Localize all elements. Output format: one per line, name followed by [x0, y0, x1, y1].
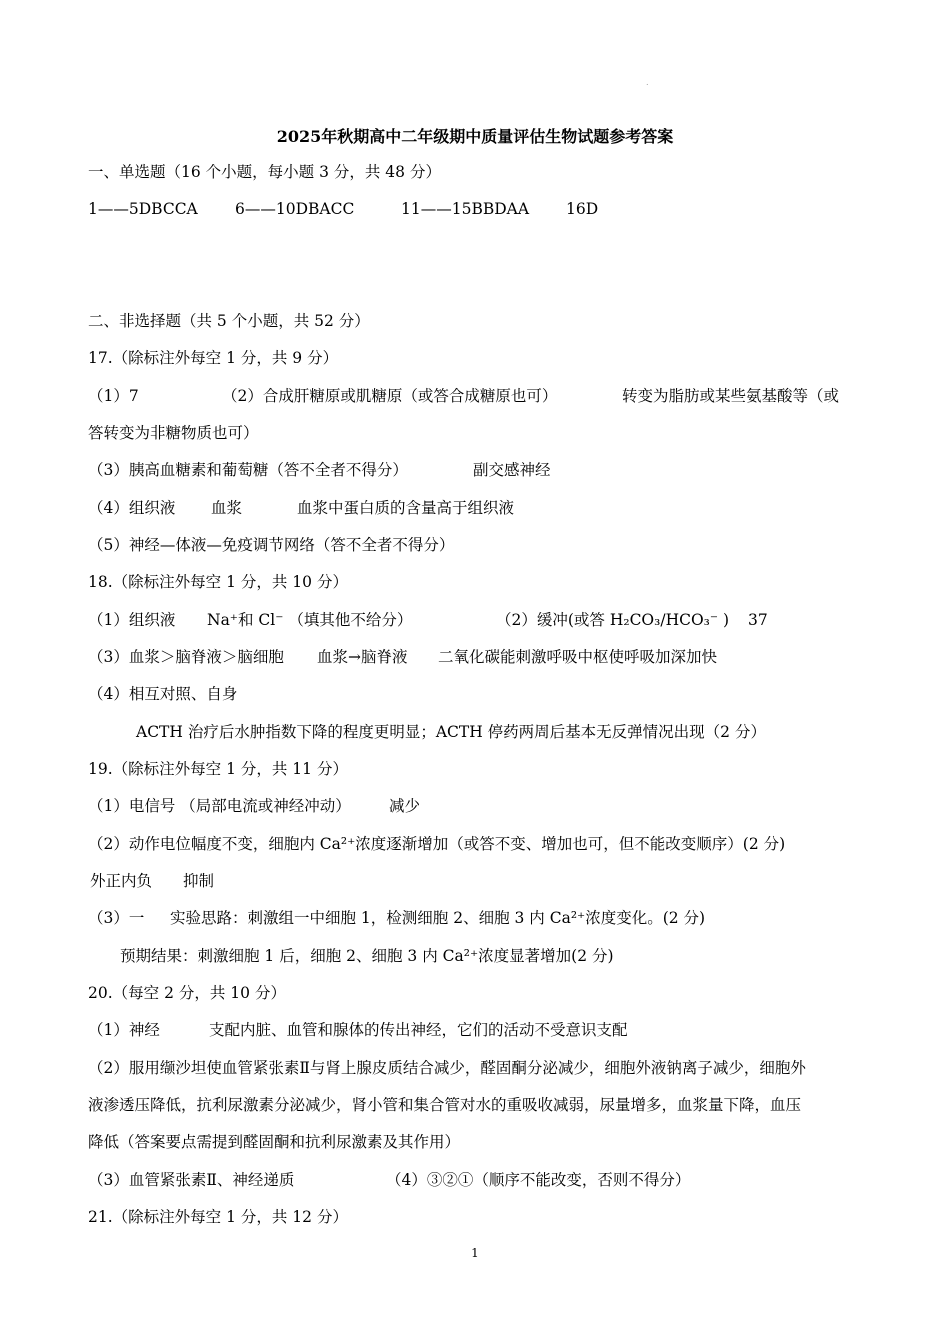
q21-header: 21.（除标注外每空 1 分，共 12 分）: [88, 1208, 348, 1226]
q19-header: 19.（除标注外每空 1 分，共 11 分）: [88, 760, 348, 778]
q19-answer-1: （1）电信号 （局部电流或神经冲动）: [88, 797, 351, 815]
answer-group-2: 6——10DBACC: [235, 200, 355, 218]
q17-answer-2: （2）合成肝糖原或肌糖原（或答合成糖原也可）: [222, 387, 558, 405]
page-number: 1: [471, 1246, 479, 1260]
q20-answer-1: （1）神经: [88, 1021, 160, 1039]
q18-answer-1b: Na⁺和 Cl⁻ （填其他不给分）: [207, 611, 413, 629]
q20-answer-1b: 支配内脏、血管和腺体的传出神经，它们的活动不受意识支配: [209, 1021, 628, 1039]
q17-header: 17.（除标注外每空 1 分，共 9 分）: [88, 349, 339, 367]
q19-answer-2c: 抑制: [183, 872, 215, 890]
q18-answer-3: （3）血浆＞脑脊液＞脑细胞: [88, 648, 284, 666]
q20-answer-2-line2: 液渗透压降低，抗利尿激素分泌减少，肾小管和集合管对水的重吸收减弱，尿量增多，血浆量下降，血压: [88, 1096, 802, 1114]
q17-answer-4c: 血浆中蛋白质的含量高于组织液: [297, 499, 515, 517]
q20-answer-3: （3）血管紧张素Ⅱ、神经递质: [88, 1171, 295, 1189]
q19-answer-2: （2）动作电位幅度不变，细胞内 Ca²⁺浓度逐渐增加（或答不变、增加也可，但不能改变顺序）(2 分): [88, 835, 786, 853]
q18-answer-2b: 37: [748, 611, 768, 629]
q17-answer-4: （4）组织液: [88, 499, 176, 517]
q18-header: 18.（除标注外每空 1 分，共 10 分）: [88, 573, 348, 591]
q19-answer-3: （3）一: [88, 909, 145, 927]
q18-answer-3b: 血浆→脑脊液: [317, 648, 408, 666]
section2-heading: 二、非选择题（共 5 个小题，共 52 分）: [88, 312, 370, 330]
q18-answer-1: （1）组织液: [88, 611, 176, 629]
q20-header: 20.（每空 2 分，共 10 分）: [88, 984, 286, 1002]
q19-answer-3b: 实验思路：刺激组一中细胞 1，检测细胞 2、细胞 3 内 Ca²⁺浓度变化。(2 分): [170, 909, 706, 927]
q17-answer-1: （1）7: [88, 387, 139, 405]
q20-answer-2-line3: 降低（答案要点需提到醛固酮和抗利尿激素及其作用）: [88, 1133, 461, 1151]
q19-answer-2b: 外正内负: [90, 872, 153, 890]
q17-answer-3: （3）胰高血糖素和葡萄糖（答不全者不得分）: [88, 461, 408, 479]
q19-answer-3c: 预期结果：刺激细胞 1 后，细胞 2、细胞 3 内 Ca²⁺浓度显著增加(2 分): [120, 947, 614, 965]
q18-answer-3c: 二氧化碳能刺激呼吸中枢使呼吸加深加快: [438, 648, 718, 666]
q17-answer-3b: 副交感神经: [473, 461, 551, 479]
q18-answer-4b: ACTH 治疗后水肿指数下降的程度更明显；ACTH 停药两周后基本无反弹情况出现（2 分）: [136, 723, 766, 741]
scan-dot: .: [646, 78, 649, 87]
q20-answer-2: （2）服用缬沙坦使血管紧张素Ⅱ与肾上腺皮质结合减少，醛固酮分泌减少，细胞外液钠离子减少，细胞外: [88, 1059, 806, 1077]
q19-answer-1b: 减少: [389, 797, 421, 815]
section1-heading: 一、单选题（16 个小题，每小题 3 分，共 48 分）: [88, 163, 441, 181]
answer-group-1: 1——5DBCCA: [88, 200, 198, 218]
q17-answer-2b-cont: 答转变为非糖物质也可）: [88, 424, 259, 442]
page-title: 2025年秋期高中二年级期中质量评估生物试题参考答案: [276, 127, 674, 146]
q18-answer-2: （2）缓冲(或答 H₂CO₃/HCO₃⁻ ): [496, 611, 730, 629]
q17-answer-5: （5）神经—体液—免疫调节网络（答不全者不得分）: [88, 536, 455, 554]
q20-answer-4: （4）③②①（顺序不能改变，否则不得分）: [386, 1171, 691, 1189]
q17-answer-4b: 血浆: [211, 499, 243, 517]
q17-answer-2b: 转变为脂肪或某些氨基酸等（或: [622, 387, 840, 405]
q18-answer-4: （4）相互对照、自身: [88, 685, 238, 703]
answer-group-3: 11——15BBDAA: [401, 200, 530, 218]
answer-group-4: 16D: [566, 200, 599, 218]
